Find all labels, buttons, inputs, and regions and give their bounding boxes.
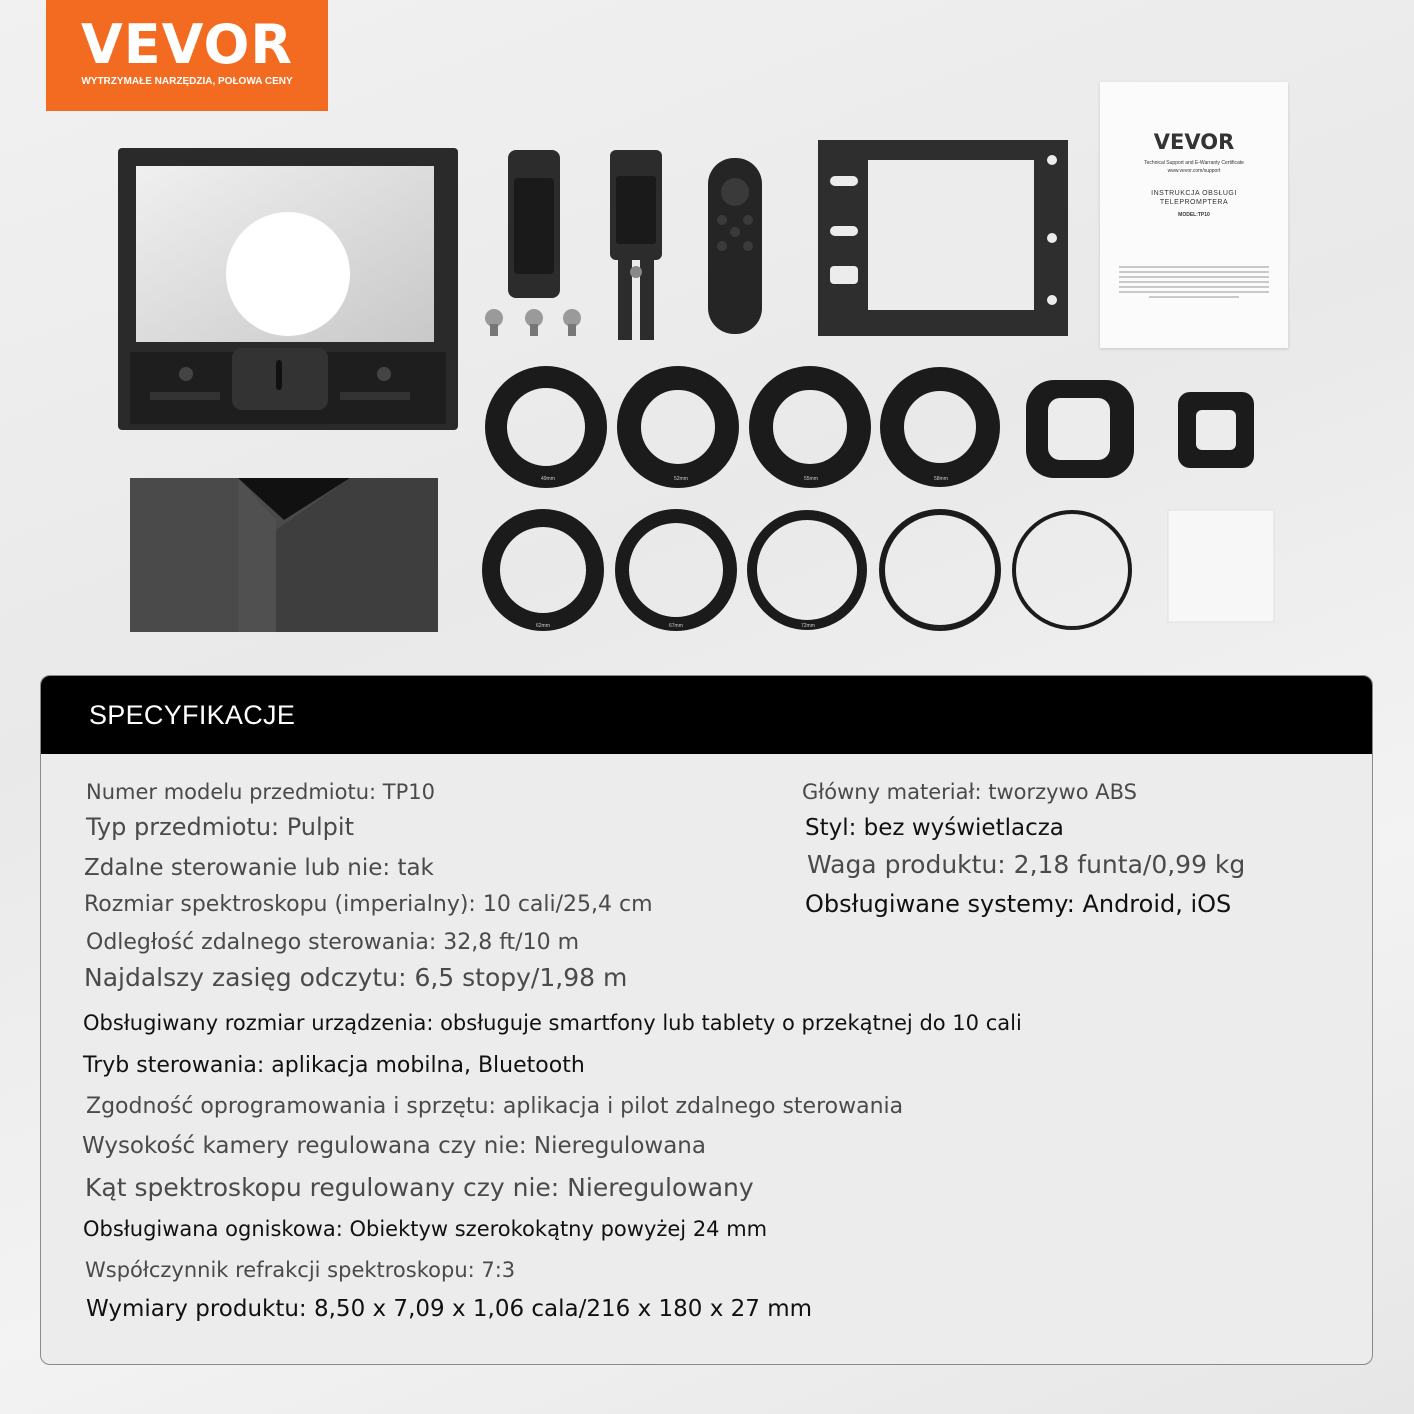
adapter-rings-top [496, 377, 1254, 478]
ring-label: 58mm [934, 476, 948, 482]
spec-scope-size: Rozmiar spektroskopu (imperialny): 10 cali/25,4 cm [84, 892, 653, 917]
specifications-panel [40, 675, 1373, 1365]
spec-refraction-ratio: Współczynnik refrakcji spektroskopu: 7:3 [85, 1258, 516, 1282]
spec-reading-range: Najdalszy zasięg odczytu: 6,5 stopy/1,98 m [84, 963, 628, 992]
specifications-title: SPECYFIKACJE [89, 700, 296, 730]
ring-label: 77mm [930, 625, 944, 631]
spec-scope-angle: Kąt spektroskopu regulowany czy nie: Nieregulowany [85, 1173, 754, 1202]
cleaning-cloth [1168, 510, 1274, 622]
spec-compatibility: Zgodność oprogramowania i sprzętu: aplikacja i pilot zdalnego sterowania [86, 1094, 904, 1119]
spec-weight: Waga produktu: 2,18 funta/0,99 kg [807, 850, 1246, 879]
spec-device-size: Obsługiwany rozmiar urządzenia: obsługuje smartfony lub tablety o przekątnej do 10 cali [83, 1011, 1022, 1035]
logo-tagline: WYTRZYMAŁE NARZĘDZIA, POŁOWA CENY [81, 76, 293, 87]
manual-model: MODEL:TP10 [1178, 212, 1210, 218]
adapter-rings-bottom [491, 512, 1130, 628]
ring-label: 52mm [674, 476, 688, 482]
spec-style: Styl: bez wyświetlacza [805, 815, 1064, 841]
ring-label: 72mm [801, 623, 815, 629]
logo-brand: VEVOR [80, 13, 293, 76]
spec-systems: Obsługiwane systemy: Android, iOS [805, 890, 1232, 918]
spec-dimensions: Wymiary produktu: 8,50 x 7,09 x 1,06 cala/216 x 180 x 27 mm [86, 1296, 813, 1322]
spec-model-number: Numer modelu przedmiotu: TP10 [86, 780, 435, 804]
manual-support-line: Technical Support and E-Warranty Certificate [1144, 160, 1244, 166]
teleprompter-hood [130, 478, 438, 632]
mounting-plate [818, 140, 1068, 336]
ring-label: 62mm [536, 623, 550, 629]
spec-main-material: Główny materiał: tworzywo ABS [802, 780, 1137, 804]
spec-control-mode: Tryb sterowania: aplikacja mobilna, Bluetooth [83, 1053, 585, 1078]
ring-label: 82mm [1066, 626, 1080, 632]
bluetooth-remote [708, 158, 762, 334]
ring-label: 55mm [804, 476, 818, 482]
manual-brand: VEVOR [1153, 130, 1235, 154]
spec-focal-length: Obsługiwana ogniskowa: Obiektyw szerokokątny powyżej 24 mm [83, 1217, 768, 1241]
manual-title-2: TELEPROMPTERA [1159, 199, 1229, 206]
ring-label: 67mm [669, 623, 683, 629]
thumb-screws [485, 309, 581, 336]
ring-label: 49mm [541, 476, 555, 482]
instruction-manual [1100, 82, 1288, 348]
spec-item-type: Typ przedmiotu: Pulpit [86, 813, 354, 841]
teleprompter-frame [118, 148, 458, 430]
specifications-header [41, 676, 1372, 754]
manual-fine-print [1119, 266, 1269, 298]
manual-title-1: INSTRUKCJA OBSŁUGI [1151, 190, 1237, 197]
manual-url: www.vevor.com/support [1167, 168, 1221, 174]
spec-remote-control: Zdalne sterowanie lub nie: tak [84, 855, 434, 881]
spec-camera-height: Wysokość kamery regulowana czy nie: Nieregulowana [82, 1133, 706, 1159]
spec-remote-distance: Odległość zdalnego sterowania: 32,8 ft/10 m [86, 930, 580, 955]
